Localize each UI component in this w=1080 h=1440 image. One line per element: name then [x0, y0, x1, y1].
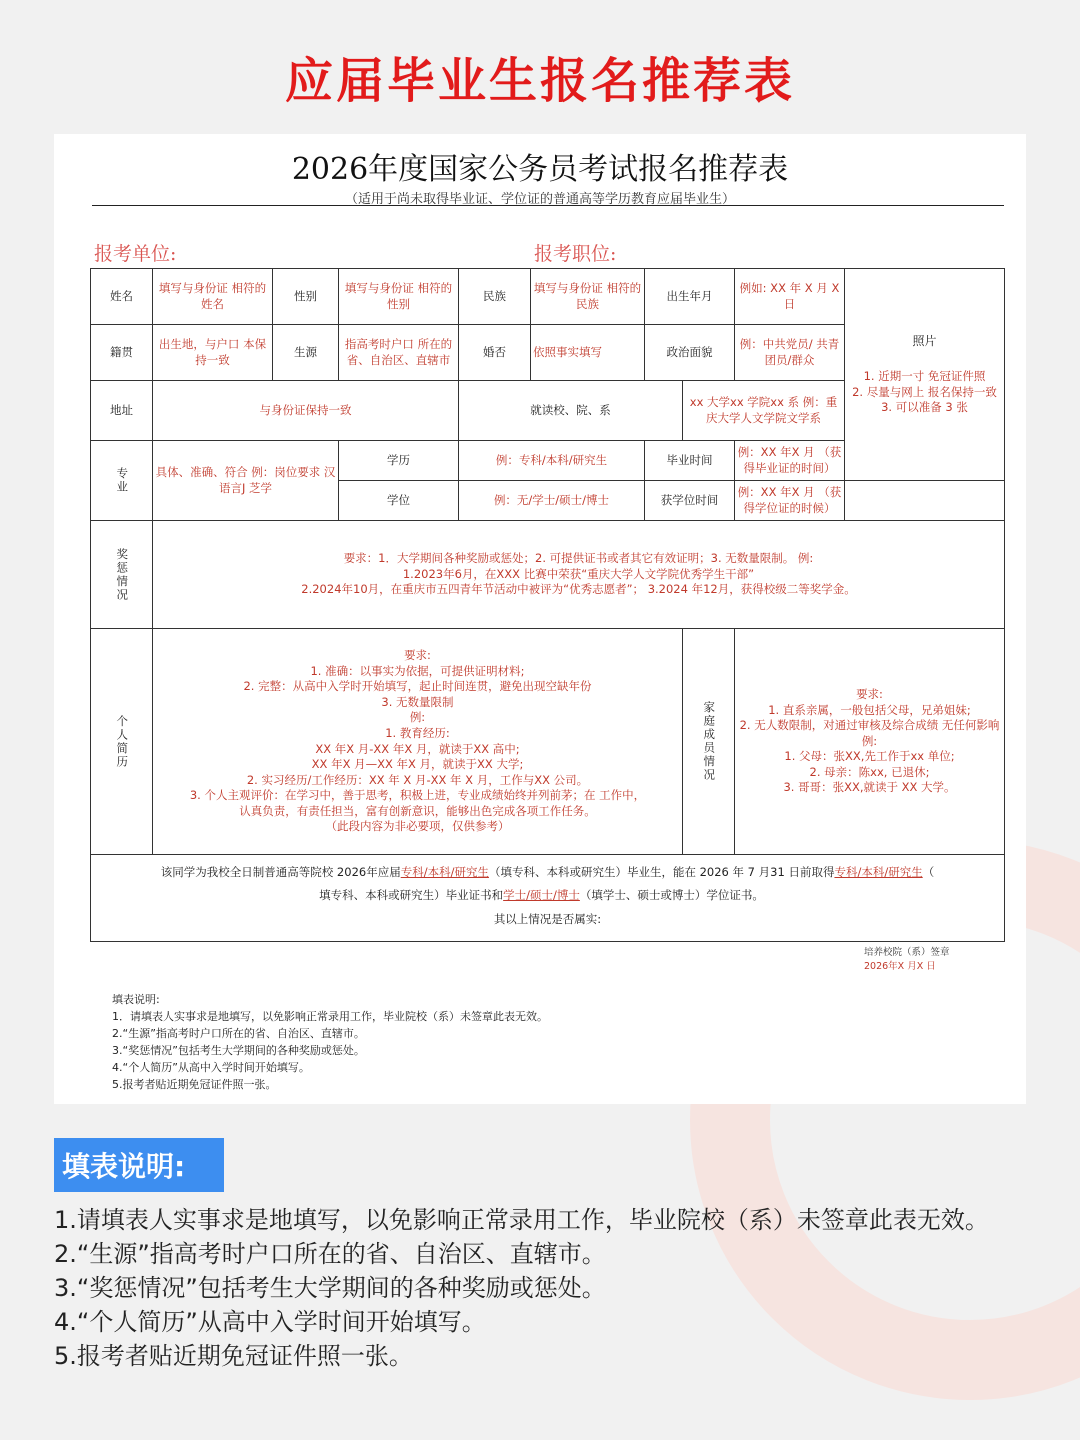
signoff-date: 2026年X 月X 日: [864, 960, 936, 972]
political-field: 例：中共党员/ 共青团员/群众: [735, 325, 845, 381]
resume-line: （此段内容为非必要项，仅供参考）: [325, 819, 510, 834]
note-item: 5.报考者贴近期免冠证件照一张。: [54, 1342, 413, 1370]
family-line: 1. 父母：张XX,先工作于xx 单位;: [784, 749, 955, 764]
certify-text: 该同学为我校全日制普通高等院校 2026年应届: [160, 864, 401, 879]
form-subtitle: （适用于尚未取得毕业证、学位证的普通高等学历教育应届毕业生）: [344, 192, 735, 207]
photo-label: 照片: [912, 334, 937, 349]
photo-box: [845, 269, 1005, 481]
graduation-time-label: 毕业时间: [645, 441, 735, 481]
certify-degree-fill: 学士/硕士/博士: [503, 888, 580, 903]
form-row-resume: [91, 629, 1005, 855]
awards-line-2: 1.2023年6月，在XXX 比赛中荣获“重庆大学人文学院优秀学生干部”: [402, 566, 755, 581]
page-title: 应届毕业生报名推荐表: [284, 53, 795, 109]
birth-label: 出生年月: [645, 269, 735, 325]
family-line: 要求:: [856, 687, 883, 702]
note-item: 1.请填表人实事求是地填写，以免影响正常录用工作，毕业院校（系）未签章此表无效。: [54, 1206, 989, 1234]
certification-text: [91, 855, 1005, 942]
form-notes: [112, 991, 548, 1093]
form-row-certification: [91, 855, 1005, 942]
signoff-stamp-label: 培养校院（系）签章: [864, 947, 950, 958]
resume-line: XX 年X 月—XX 年X 月，就读于XX 大学;: [311, 757, 524, 772]
political-label: 政治面貌: [645, 325, 735, 381]
certify-text: 填专科、本科或研究生）毕业证书和: [319, 888, 504, 903]
resume-field: [153, 629, 683, 855]
resume-line: 认真负责，有责任担当，富有创新意识，能够出色完成各项工作任务。: [239, 803, 596, 818]
family-field: [735, 629, 1005, 855]
awards-line-1: 要求：1．大学期间各种奖励或惩处；2. 可提供证书或者其它有效证明；3. 无数量限制。 例:: [343, 551, 814, 566]
name-label: 姓名: [91, 269, 153, 325]
education-field: 例：专科/本科/研究生: [459, 441, 645, 481]
marital-field: 依照事实填写: [531, 325, 645, 381]
family-line: 2. 母亲：陈xx, 已退休;: [809, 764, 930, 779]
form-notes-title: 填表说明:: [112, 993, 160, 1006]
degree-label: 学位: [339, 481, 459, 521]
ethnic-label: 民族: [459, 269, 531, 325]
form-note-item: 2.“生源”指高考时户口所在的省、自治区、直辖市。: [112, 1027, 365, 1041]
certify-education-fill: 专科/本科/研究生: [400, 864, 489, 879]
school-label: 就读校、院、系: [459, 381, 683, 441]
registration-form-table: [90, 268, 1005, 942]
resume-line: 3. 无数量限制: [381, 694, 454, 709]
certify-education-fill: 专科/本科/研究生: [834, 864, 923, 879]
resume-line: 例:: [409, 710, 426, 725]
birth-field: 例如: XX 年 X 月 X 日: [735, 269, 845, 325]
degree-time-label: 获学位时间: [645, 481, 735, 521]
family-line: 2. 无人数限制，对通过审核及综合成绩 无任何影响: [739, 718, 1000, 733]
family-label: 家庭成员情况: [702, 701, 717, 782]
family-line: 3. 哥哥：张XX,就读于 XX 大学。: [783, 780, 956, 795]
certify-text: （填学士、硕士或博士）学位证书。: [579, 888, 764, 903]
photo-hint-2: 2. 尽量与网上 报名保持一致: [852, 384, 997, 399]
origin-label: 生源: [273, 325, 339, 381]
resume-line: 1. 教育经历:: [385, 725, 450, 740]
ethnic-field: 填写与身份证 相符的民族: [531, 269, 645, 325]
major-field: 具体、准确、符合 例：岗位要求 汉语言J 芝学: [153, 441, 339, 521]
photo-hint-1: 1. 近期一寸 免冠证件照: [863, 369, 986, 384]
awards-field: [153, 521, 1005, 629]
note-item: 3.“奖惩情况”包括考生大学期间的各种奖励或惩处。: [54, 1274, 606, 1302]
certify-line-2: [91, 886, 1003, 904]
school-signoff: [864, 946, 950, 974]
photo-column-spacer: [845, 481, 1005, 521]
resume-line: 2. 实习经历/工作经历：XX 年 X 月-XX 年 X 月，工作与XX 公司。: [246, 772, 589, 787]
resume-line: 1. 准确：以事实为依据，可提供证明材料;: [310, 663, 525, 678]
major-label: 专业: [115, 467, 130, 494]
resume-line: 3. 个人主观评价：在学习中，善于思考，积极上进，专业成绩始终并列前茅；在 工作中，: [189, 788, 646, 803]
form-document: [54, 134, 1026, 1104]
resume-line: 要求:: [404, 648, 431, 663]
resume-label: 个人简历: [115, 714, 130, 769]
awards-line-3: 2.2024年10月，在重庆市五四青年节活动中被评为“优秀志愿者”； 3.2024 年12月，获得校级二等奖学金。: [301, 582, 856, 597]
note-item: 4.“个人简历”从高中入学时间开始填写。: [54, 1308, 486, 1336]
form-title: 2026年度国家公务员考试报名推荐表: [291, 152, 789, 187]
title-divider: [92, 205, 1004, 206]
notes-list: [54, 1203, 1034, 1373]
native-field: 出生地，与户口 本保持一致: [153, 325, 273, 381]
apply-unit-label: 报考单位:: [94, 243, 177, 265]
form-note-item: 3.“奖惩情况”包括考生大学期间的各种奖励或惩处。: [112, 1044, 365, 1058]
resume-line: 2. 完整：从高中入学时开始填写，起止时间连贯，避免出现空缺年份: [243, 679, 592, 694]
form-row-basic: [91, 269, 1005, 325]
notes-heading-badge: 填表说明:: [54, 1138, 224, 1192]
resume-line: XX 年X 月-XX 年X 月，就读于XX 高中;: [315, 741, 520, 756]
form-note-item: 5.报考者贴近期免冠证件照一张。: [112, 1078, 277, 1092]
degree-time-field: 例：XX 年X 月 （获得学位证的时候）: [735, 481, 845, 521]
address-label: 地址: [91, 381, 153, 441]
form-note-item: 4.“个人简历”从高中入学时间开始填写。: [112, 1061, 310, 1075]
education-label: 学历: [339, 441, 459, 481]
gender-field: 填写与身份证 相符的性别: [339, 269, 459, 325]
native-label: 籍贯: [91, 325, 153, 381]
family-line: 例:: [861, 733, 878, 748]
awards-label: 奖惩情况: [115, 547, 130, 602]
name-field: 填写与身份证 相符的姓名: [153, 269, 273, 325]
note-item: 2.“生源”指高考时户口所在的省、自治区、直辖市。: [54, 1240, 606, 1268]
certify-text: （: [922, 864, 935, 879]
photo-hint-3: 3. 可以准备 3 张: [881, 400, 968, 415]
gender-label: 性别: [273, 269, 339, 325]
certify-line-3: 其以上情况是否属实:: [493, 911, 602, 926]
degree-field: 例：无/学士/硕士/博士: [459, 481, 645, 521]
address-field: 与身份证保持一致: [153, 381, 459, 441]
origin-field: 指高考时户口 所在的省、自治区、直辖市: [339, 325, 459, 381]
certify-line-1: [93, 863, 1002, 881]
form-note-item: 1．请填表人实事求是地填写，以免影响正常录用工作，毕业院校（系）未签章此表无效。: [112, 1010, 548, 1024]
form-row-awards: [91, 521, 1005, 629]
school-field: xx 大学xx 学院xx 系 例：重庆大学人文学院文学系: [683, 381, 845, 441]
marital-label: 婚否: [459, 325, 531, 381]
apply-post-label: 报考职位:: [534, 243, 617, 265]
certify-text: （填专科、本科或研究生）毕业生，能在 2026 年 7 月31 日前取得: [488, 864, 835, 879]
family-line: 1. 直系亲属，一般包括父母，兄弟姐妹;: [768, 702, 971, 717]
graduation-time-field: 例：XX 年X 月 （获得毕业证的时间）: [735, 441, 845, 481]
